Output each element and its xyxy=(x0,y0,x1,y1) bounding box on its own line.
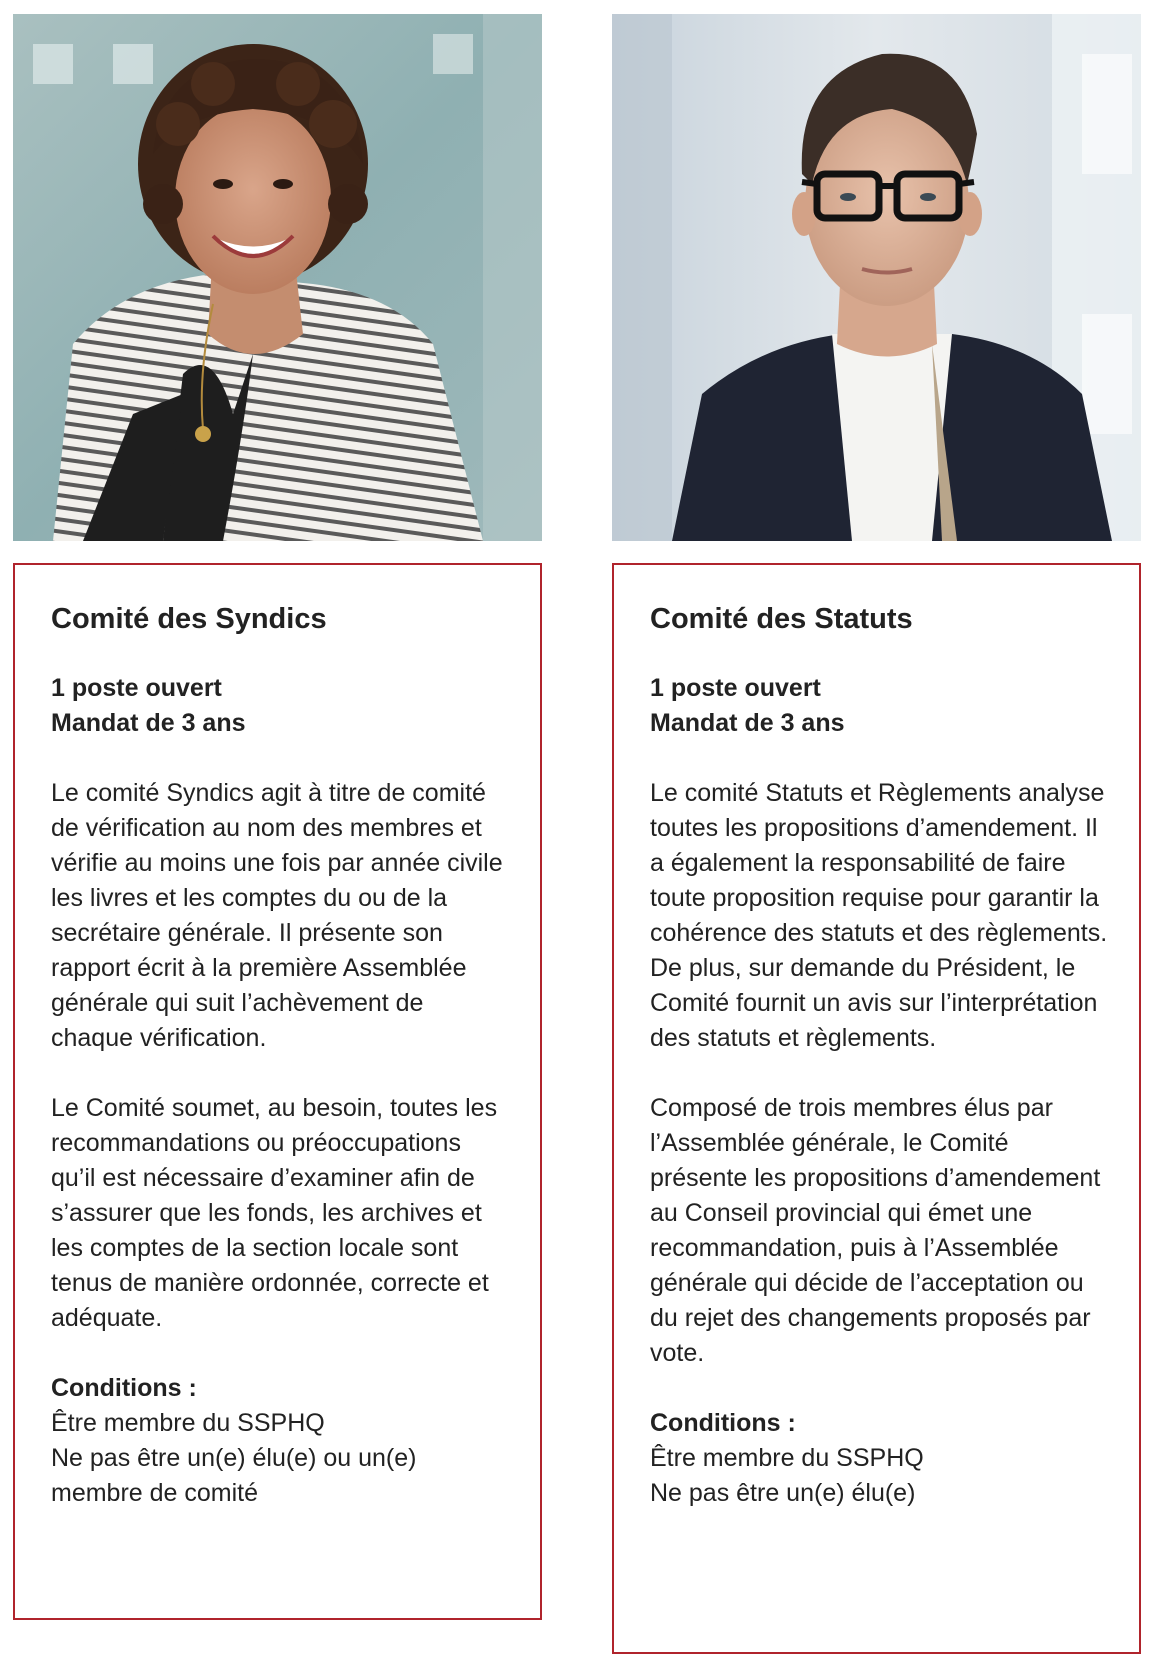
conditions-label: Conditions : xyxy=(51,1374,197,1402)
term-length: Mandat de 3 ans xyxy=(51,709,246,737)
committee-title: Comité des Statuts xyxy=(650,603,913,635)
conditions-block xyxy=(650,1406,1109,1511)
condition-item: Ne pas être un(e) élu(e) ou un(e) membre de comité xyxy=(51,1444,417,1507)
condition-item: Être membre du SSPHQ xyxy=(650,1444,924,1472)
description-paragraph: Le Comité soumet, au besoin, toutes les recommandations ou préoccupations qu’il est nécessaire d’examiner afin de s’assurer que les fonds, les archives et les comptes de la section locale sont tenus de manière ordonnée, correcte et adéquate. xyxy=(51,1094,498,1332)
candidate-column-statuts xyxy=(612,14,1141,1654)
description-paragraph: Composé de trois membres élus par l’Assemblée générale, le Comité présente les propositions d’amendement au Conseil provincial qui émet une recommandation, puis à l’Assemblée générale qui décide de l’acceptation ou du rejet des changements proposés par vote. xyxy=(650,1094,1101,1367)
conditions-label: Conditions : xyxy=(650,1409,796,1437)
committee-title: Comité des Syndics xyxy=(51,603,327,635)
committee-meta xyxy=(650,671,1109,741)
committee-card-statuts xyxy=(612,563,1141,1654)
term-length: Mandat de 3 ans xyxy=(650,709,845,737)
open-positions: 1 poste ouvert xyxy=(51,674,222,702)
candidate-column-syndics xyxy=(13,14,542,1620)
open-positions: 1 poste ouvert xyxy=(650,674,821,702)
condition-item: Ne pas être un(e) élu(e) xyxy=(650,1479,916,1507)
conditions-block xyxy=(51,1371,510,1511)
condition-item: Être membre du SSPHQ xyxy=(51,1409,325,1437)
description-paragraph: Le comité Syndics agit à titre de comité de vérification au nom des membres et vérifie au moins une fois par année civile les livres et les comptes du ou de la secrétaire générale. Il présente son rapport écrit à la première Assemblée générale qui suit l’achèvement de chaque vérification. xyxy=(51,779,503,1052)
description-paragraph: Le comité Statuts et Règlements analyse toutes les propositions d’amendement. Il a également la responsabilité de faire toute proposition requise pour garantir la cohérence des statuts et des règlements. De plus, sur demande du Président, le Comité fournit un avis sur l’interprétation des statuts et règlements. xyxy=(650,779,1108,1052)
committee-card-syndics xyxy=(13,563,542,1620)
portrait-photo-man xyxy=(612,14,1141,541)
committee-meta xyxy=(51,671,510,741)
portrait-photo-woman xyxy=(13,14,542,541)
